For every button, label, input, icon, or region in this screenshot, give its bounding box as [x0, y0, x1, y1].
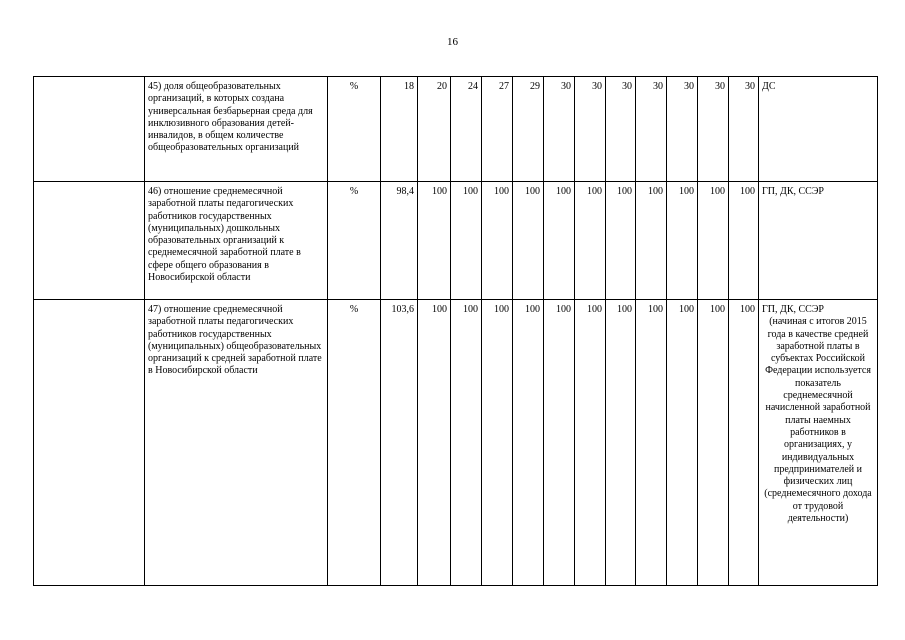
empty-cell — [34, 77, 145, 182]
value-cell: 100 — [513, 300, 544, 586]
unit-cell: % — [328, 300, 381, 586]
value-cell: 24 — [451, 77, 482, 182]
value-cell: 100 — [418, 182, 451, 300]
value-cell: 100 — [482, 182, 513, 300]
value-cell: 98,4 — [381, 182, 418, 300]
value-cell: 100 — [451, 182, 482, 300]
value-cell: 30 — [636, 77, 667, 182]
executors-cell — [759, 182, 878, 300]
value-cell: 27 — [482, 77, 513, 182]
indicator-name: 46) отношение среднемесячной заработной платы педагогических работников государственных (муниципальных) дошкольных образовательных организаций к среднемесячной заработной плате в сфере общего образования в Новосибирской области — [145, 182, 328, 300]
value-cell: 100 — [513, 182, 544, 300]
executors-text: ГП, ДК, ССЭР — [762, 304, 824, 315]
value-cell: 100 — [729, 300, 759, 586]
value-cell: 29 — [513, 77, 544, 182]
value-cell: 100 — [482, 300, 513, 586]
executors-note: (начиная с итогов 2015 года в качестве средней заработной платы в субъектах Российской Федерации используется показатель среднемесячной начисленной заработной платы наемных работников в организациях, у индивидуальных предпринимателей и физических лиц (среднемесячного дохода от трудовой деятельности) — [764, 316, 872, 525]
value-cell: 30 — [729, 77, 759, 182]
value-cell: 30 — [606, 77, 636, 182]
value-cell: 100 — [667, 182, 698, 300]
empty-cell — [34, 300, 145, 586]
value-cell: 100 — [544, 300, 575, 586]
executors-cell — [759, 300, 878, 586]
table-row — [34, 77, 878, 182]
unit-cell: % — [328, 182, 381, 300]
value-cell: 30 — [667, 77, 698, 182]
value-cell: 100 — [606, 182, 636, 300]
value-cell: 100 — [698, 300, 729, 586]
unit-cell: % — [328, 77, 381, 182]
table-row — [34, 182, 878, 300]
value-cell: 100 — [636, 300, 667, 586]
value-cell: 100 — [667, 300, 698, 586]
value-cell: 100 — [451, 300, 482, 586]
indicator-name: 45) доля общеобразовательных организаций, в которых создана универсальная безбарьерная среда для инклюзивного образования детей-инвалидов, в общем количестве общеобразовательных организаций — [145, 77, 328, 182]
indicators-table — [33, 76, 878, 586]
value-cell: 103,6 — [381, 300, 418, 586]
value-cell: 100 — [636, 182, 667, 300]
value-cell: 18 — [381, 77, 418, 182]
value-cell: 20 — [418, 77, 451, 182]
executors-text: ГП, ДК, ССЭР — [762, 186, 824, 197]
value-cell: 100 — [575, 300, 606, 586]
value-cell: 100 — [729, 182, 759, 300]
executors-cell — [759, 77, 878, 182]
value-cell: 100 — [575, 182, 606, 300]
executors-text: ДС — [762, 81, 776, 92]
page-number: 16 — [447, 36, 458, 48]
value-cell: 30 — [544, 77, 575, 182]
value-cell: 30 — [575, 77, 606, 182]
empty-cell — [34, 182, 145, 300]
table-row — [34, 300, 878, 586]
value-cell: 30 — [698, 77, 729, 182]
value-cell: 100 — [606, 300, 636, 586]
value-cell: 100 — [698, 182, 729, 300]
indicator-name: 47) отношение среднемесячной заработной платы педагогических работников государственных (муниципальных) общеобразовательных организаций к средней заработной плате в Новосибирской области — [145, 300, 328, 586]
value-cell: 100 — [544, 182, 575, 300]
value-cell: 100 — [418, 300, 451, 586]
